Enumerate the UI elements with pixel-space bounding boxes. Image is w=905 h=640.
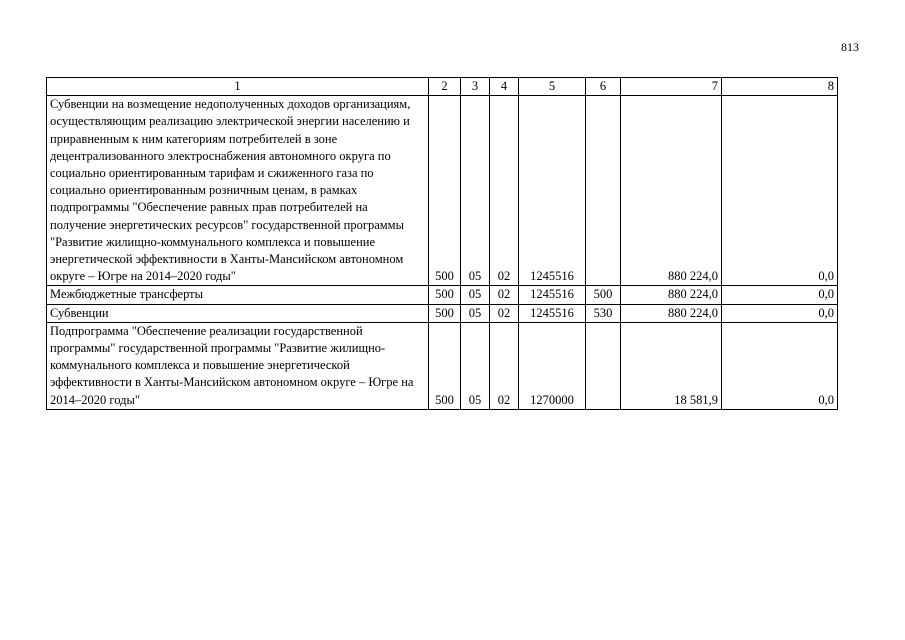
header-cell-1: 1 [47, 78, 429, 96]
row-subsection: 02 [490, 322, 519, 409]
row-name: Подпрограмма "Обеспечение реализации государственной программы" государственной программы "Развитие жилищно-коммунального комплекса и повышение энергетической эффективности в Ханты-Мансийском автономном округе – Югре на 2014–2020 годы" [47, 322, 429, 409]
row-amount: 18 581,9 [621, 322, 722, 409]
row-amount-federal: 0,0 [722, 96, 838, 286]
row-amount: 880 224,0 [621, 96, 722, 286]
row-amount-federal: 0,0 [722, 304, 838, 322]
row-amount: 880 224,0 [621, 286, 722, 304]
table-row [47, 96, 838, 286]
header-cell-6: 6 [586, 78, 621, 96]
row-section: 05 [461, 286, 490, 304]
row-target-article: 1245516 [519, 96, 586, 286]
row-expense-type: 530 [586, 304, 621, 322]
row-target-article: 1270000 [519, 322, 586, 409]
row-name: Субвенции [47, 304, 429, 322]
row-section: 05 [461, 322, 490, 409]
row-subsection: 02 [490, 304, 519, 322]
row-subsection: 02 [490, 286, 519, 304]
header-cell-2: 2 [429, 78, 461, 96]
row-code-admin: 500 [429, 286, 461, 304]
header-cell-8: 8 [722, 78, 838, 96]
header-cell-3: 3 [461, 78, 490, 96]
table-row [47, 286, 838, 304]
table-row [47, 322, 838, 409]
row-section: 05 [461, 304, 490, 322]
row-amount: 880 224,0 [621, 304, 722, 322]
row-section: 05 [461, 96, 490, 286]
row-name: Субвенции на возмещение недополученных доходов организациям, осуществляющим реализацию электрической энергии населению и приравненным к ним категориям потребителей в зоне децентрализованного электроснабжения автономного округа по социально ориентированным тарифам и сжиженного газа по социально ориентированным розничным ценам, в рамках подпрограммы "Обеспечение равных прав потребителей на получение энергетических ресурсов" государственной программы "Развитие жилищно-коммунального комплекса и повышение энергетической эффективности в Ханты-Мансийском автономном округе – Югре на 2014–2020 годы" [47, 96, 429, 286]
row-expense-type: 500 [586, 286, 621, 304]
table-header-row [47, 78, 838, 96]
row-amount-federal: 0,0 [722, 286, 838, 304]
row-code-admin: 500 [429, 96, 461, 286]
row-amount-federal: 0,0 [722, 322, 838, 409]
row-target-article: 1245516 [519, 304, 586, 322]
page-number: 813 [841, 40, 859, 54]
header-cell-4: 4 [490, 78, 519, 96]
row-expense-type [586, 96, 621, 286]
row-expense-type [586, 322, 621, 409]
row-code-admin: 500 [429, 304, 461, 322]
row-name: Межбюджетные трансферты [47, 286, 429, 304]
header-cell-5: 5 [519, 78, 586, 96]
header-cell-7: 7 [621, 78, 722, 96]
budget-table [46, 77, 838, 410]
row-code-admin: 500 [429, 322, 461, 409]
row-subsection: 02 [490, 96, 519, 286]
table-row [47, 304, 838, 322]
row-target-article: 1245516 [519, 286, 586, 304]
